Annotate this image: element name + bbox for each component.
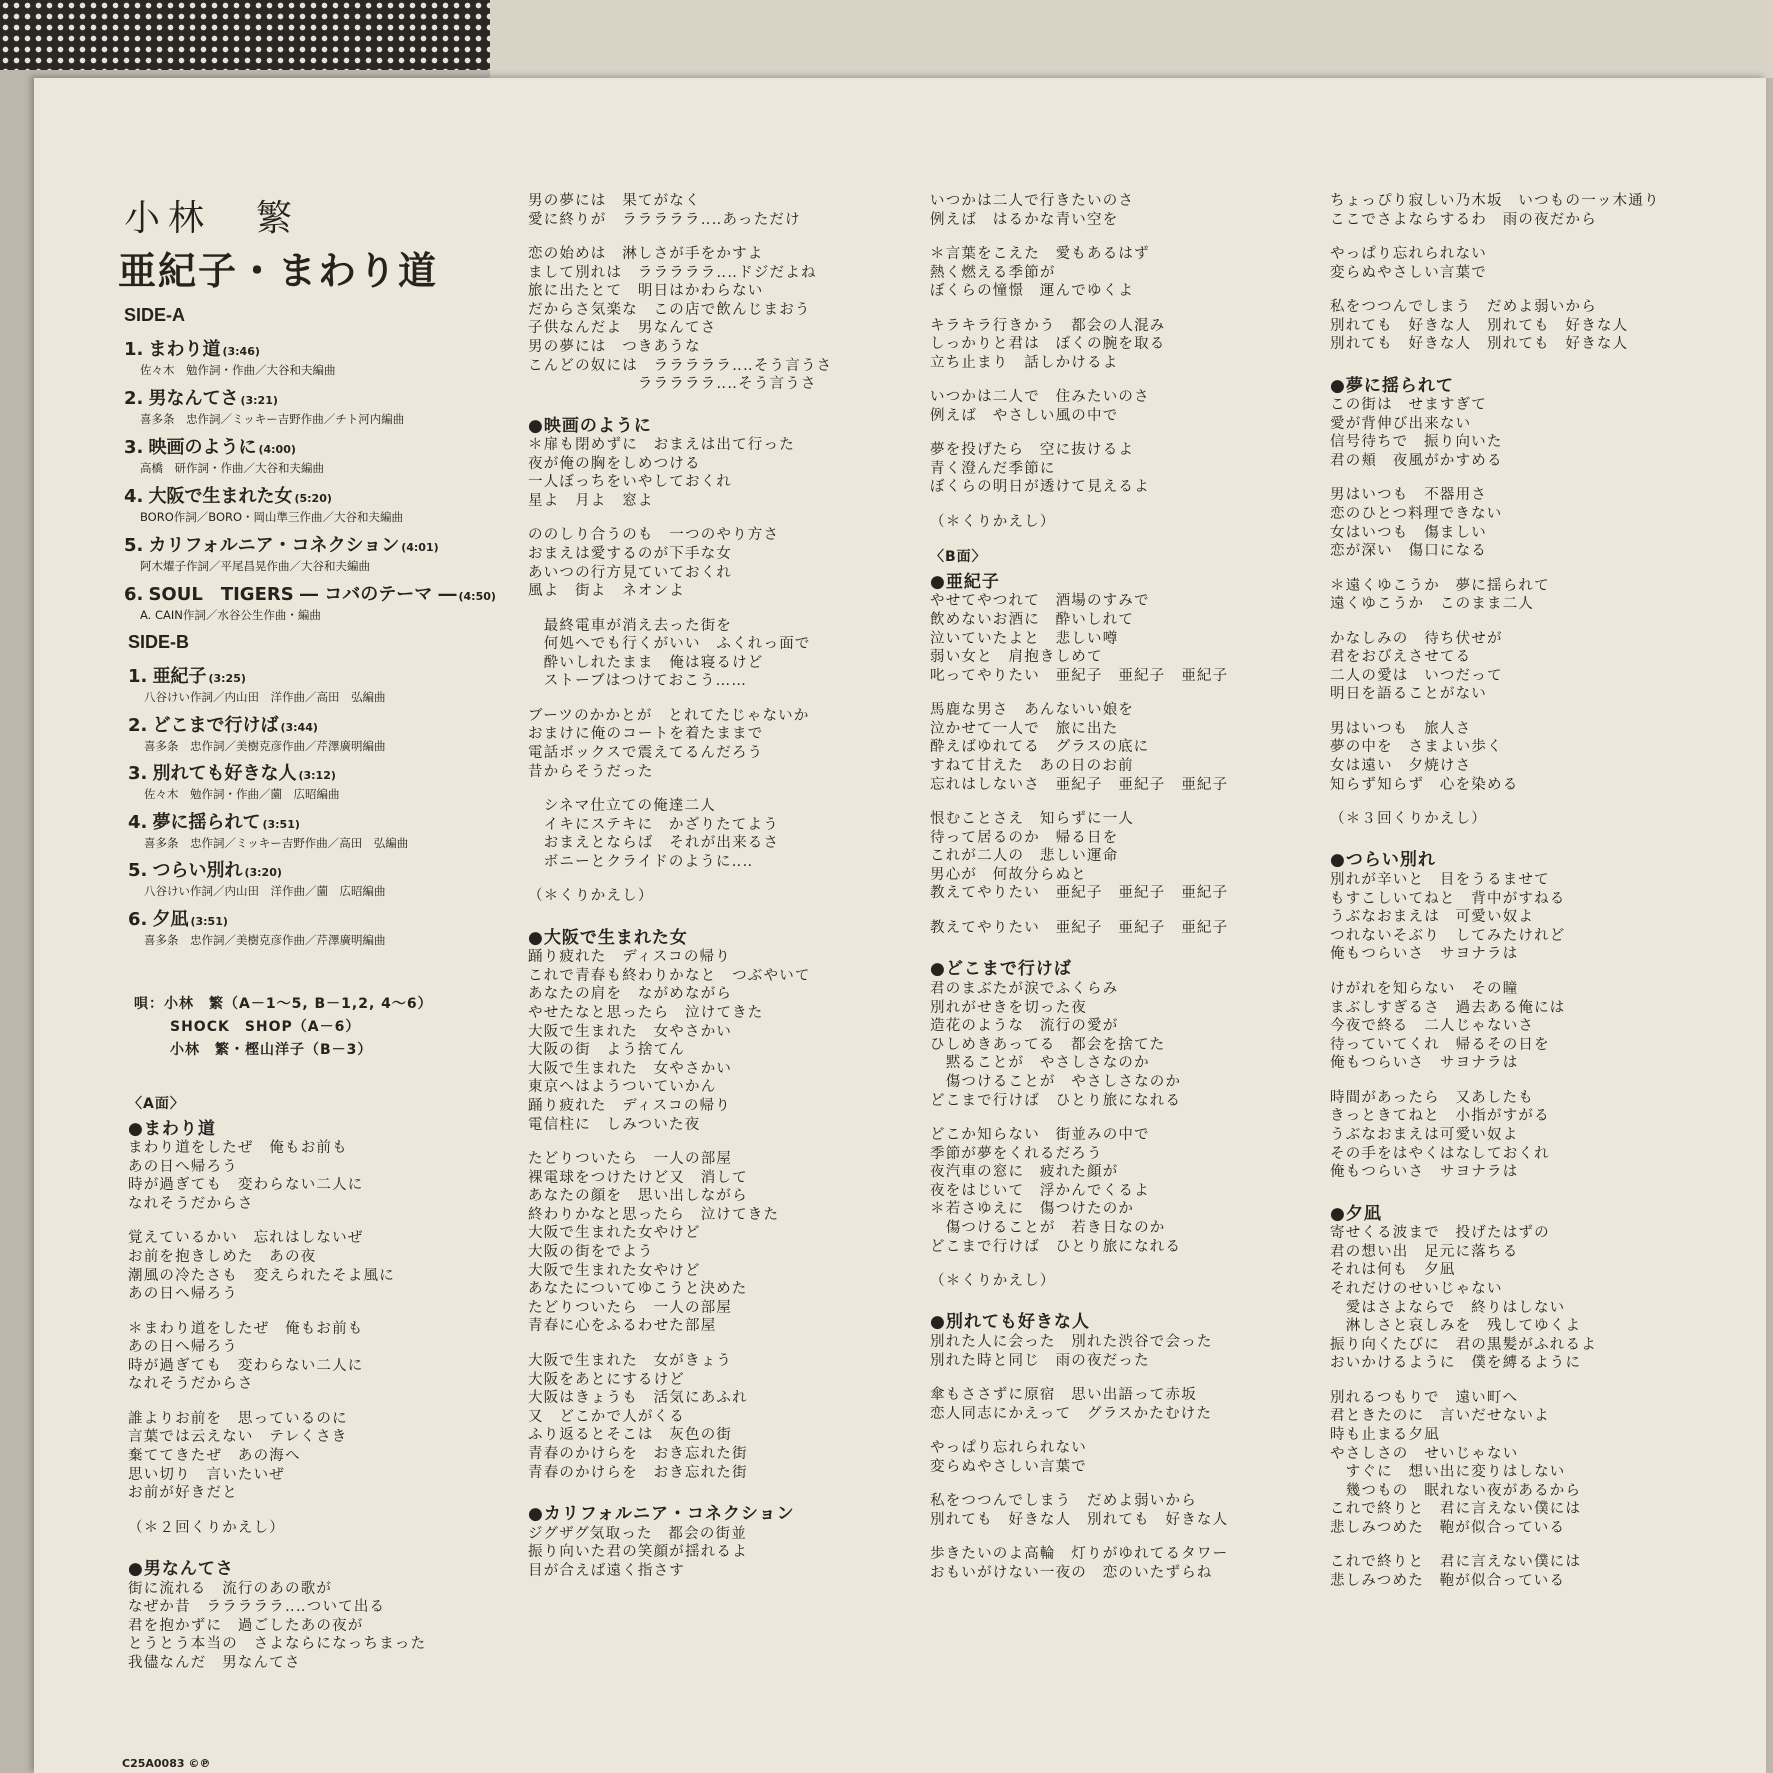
lyric-line: （＊２回くりかえし） [128, 1519, 285, 1536]
lyric-line: 大阪で生まれた女やけど [528, 1262, 701, 1279]
singer-credit-line: 小林 繁・樫山洋子（B－3） [170, 1042, 373, 1058]
track-number: 2. [128, 714, 148, 736]
lyric-line: 大阪で生まれた 女やさかい [528, 1023, 733, 1040]
track-number: 1. [124, 339, 144, 360]
track-duration: (3:46) [222, 345, 260, 358]
lyric-line: ひしめきあってる 都会を捨てた [930, 1036, 1166, 1053]
lyric-line: 青春のかけらを おき忘れた街 [528, 1464, 748, 1481]
track-number: 3. [124, 437, 144, 458]
lyric-line: 恋が深い 傷口になる [1330, 543, 1487, 560]
lyric-line: ぼくらの明日が透けて見えるよ [930, 479, 1150, 496]
lyric-line: 誰よりお前を 思っているのに [128, 1410, 348, 1427]
song-heading: ●夢に揺られて [1330, 375, 1454, 396]
lyric-line: 悲しみつめた 鞄が似合っている [1330, 1519, 1566, 1536]
lyric-line: これで終りと 君に言えない僕には [1330, 1501, 1582, 1518]
lyric-line: 大阪で生まれた 女がきょう [528, 1352, 733, 1369]
track-number: 5. [128, 860, 148, 881]
track-title: 夕凪 [152, 908, 189, 930]
lyric-line: 時間があったら 又あしたも [1330, 1089, 1534, 1106]
lyric-line: 馬鹿な男さ あんないい娘を [930, 702, 1135, 719]
song-heading: ●まわり道 [128, 1118, 216, 1139]
lyric-line: 傷つけることが 若き日なのか [930, 1219, 1166, 1236]
track-credit: 喜多条 忠作詞／美樹克彦作曲／芹澤廣明編曲 [144, 932, 386, 947]
track-title-row [128, 662, 246, 688]
lyric-line: なれそうだからさ [128, 1376, 254, 1393]
lyric-line: 幾つもの 眠れない夜があるから [1330, 1482, 1582, 1499]
lyric-line: 時も止まる夕凪 [1330, 1426, 1440, 1443]
track-duration: (3:51) [190, 914, 228, 928]
dotted-sleeve-pattern [0, 0, 490, 70]
lyric-line: まして別れは ラララララ‥‥ドジだよね [528, 264, 817, 281]
track-number: 2. [124, 388, 144, 409]
lyric-line: いつかは二人で 住みたいのさ [930, 389, 1150, 406]
lyric-line: イキにステキに かざりたてよう [528, 816, 779, 833]
lyric-line: 知らず知らず 心を染める [1330, 776, 1519, 793]
lyric-line: 東京へはようついていかん [528, 1079, 717, 1096]
lyric-line: 歩きたいのよ高輪 灯りがゆれてるタワー [930, 1545, 1229, 1562]
lyric-line: 教えてやりたい 亜紀子 亜紀子 亜紀子 [930, 919, 1229, 936]
lyric-line: おもいがけない一夜の 恋のいたずらね [930, 1564, 1213, 1581]
track-duration: (4:01) [401, 541, 439, 554]
lyric-line: 別れた時と同じ 雨の夜だった [930, 1352, 1150, 1369]
lyric-line: 振り向いた君の笑顔が揺れるよ [528, 1544, 748, 1561]
lyric-line: 待って居るのか 帰る日を [930, 829, 1119, 846]
track-credit: 喜多条 忠作詞／ミッキー吉野作曲／チト河内編曲 [140, 412, 405, 426]
track-title-row [128, 759, 336, 785]
lyric-line: 私をつつんでしまう だめよ弱いから [930, 1492, 1197, 1509]
lyric-line: 男心が 何故分らぬと [930, 866, 1087, 883]
lyric-line: 叱ってやりたい 亜紀子 亜紀子 亜紀子 [930, 667, 1229, 684]
lyric-line: 俺もつらいさ サヨナラは [1330, 1164, 1519, 1181]
lyric-line: （＊くりかえし） [930, 1272, 1056, 1289]
lyric-line: （＊３回くりかえし） [1330, 811, 1487, 828]
track-title-row [124, 482, 332, 508]
track-number: 5. [124, 535, 144, 556]
track-duration: (5:20) [294, 492, 332, 505]
track-duration: (3:44) [280, 720, 318, 734]
lyric-line: ふり返るとそこは 灰色の街 [528, 1427, 733, 1444]
track-title: 別れても好きな人 [152, 763, 297, 784]
lyric-line: 恋人同志にかえって グラスかたむけた [930, 1405, 1213, 1422]
lyric-line: 夢を投げたら 空に抜けるよ [930, 442, 1135, 459]
lyric-line: 恋の始めは 淋しさが手をかすよ [528, 246, 764, 262]
lyric-line: 青春のかけらを おき忘れた街 [528, 1445, 748, 1462]
lyric-line: 恨むことさえ 知らずに一人 [930, 811, 1135, 828]
track-credit: A. CAIN作詞／水谷公生作曲・編曲 [140, 608, 321, 622]
lyric-line: 変らぬやさしい言葉で [930, 1458, 1087, 1475]
lyric-line: 泣かせて一人で 旅に出た [930, 720, 1119, 737]
track-title-row [124, 384, 278, 410]
lyric-line: 明日を語ることがない [1330, 686, 1487, 703]
song-heading: ●別れても好きな人 [930, 1312, 1090, 1333]
lyric-line: つれないそぶり してみたけれど [1330, 927, 1566, 944]
lyric-line: だからさ気楽な この店で飲んじまおう [528, 301, 811, 318]
lyric-line: 旅に出たとて 明日はかわらない [528, 283, 764, 300]
artist-name: 小林 繁 [124, 198, 301, 239]
lyric-line: 男の夢には 果てがなく [528, 193, 701, 209]
track-title-row [124, 433, 296, 459]
lyric-line: やっぱり忘れられない [930, 1439, 1087, 1456]
track-number: 4. [128, 811, 148, 833]
lyric-line: 造花のような 流行の愛が [930, 1018, 1119, 1035]
lyric-line: 別れても 好きな人 別れても 好きな人 [1330, 336, 1629, 353]
lyric-line: 季節が夢をくれるだろう [930, 1145, 1103, 1162]
track-number: 1. [128, 666, 148, 687]
lyric-line: 夜をはじいて 浮かんでくるよ [930, 1182, 1150, 1199]
lyric-line: 思い切り 言いたいぜ [128, 1466, 285, 1483]
lyric-line: 例えば はるかな青い空を [930, 211, 1119, 228]
lyric-line: 踊り疲れた ディスコの帰り [528, 949, 731, 966]
track-duration: (3:20) [244, 866, 282, 879]
lyric-line: 君をおびえさせてる [1330, 649, 1472, 666]
track-credit: 喜多条 忠作詞／美樹克彦作曲／芹澤廣明編曲 [144, 738, 386, 753]
lyric-line: 淋しさと哀しみを 残してゆくよ [1330, 1318, 1582, 1335]
lyric-line: 裸電球をつけたけど又 消して [528, 1169, 748, 1186]
song-heading: ●カリフォルニア・コネクション [528, 1503, 795, 1524]
lyric-line: ＊扉も閉めずに おまえは出て行った [528, 437, 795, 454]
lyric-line: 傷つけることが やさしさなのか [930, 1073, 1182, 1090]
lyric-line: その手をはやくはなしておくれ [1330, 1145, 1550, 1162]
lyric-line: ＊まわり道をしたぜ 俺もお前も [128, 1320, 364, 1337]
lyric-line: どこまで行けば ひとり旅になれる [930, 1238, 1182, 1255]
track-credit: 八谷けい作詞／内山田 洋作曲／薗 広昭編曲 [144, 884, 386, 898]
lyric-line: いつかは二人で行きたいのさ [930, 193, 1135, 209]
lyric-line: ＊若さゆえに 傷つけたのか [930, 1201, 1135, 1218]
track-number: 4. [124, 486, 144, 507]
track-title: 男なんてさ [148, 388, 239, 409]
lyric-line: 俺もつらいさ サヨナラは [1330, 946, 1519, 963]
lyric-line: 忘れはしないさ 亜紀子 亜紀子 亜紀子 [930, 776, 1229, 793]
lyric-line: ボニーとクライドのように‥‥ [528, 853, 754, 870]
lyric-line: あの日へ帰ろう [128, 1286, 238, 1303]
lyric-line: あの日へ帰ろう [128, 1339, 238, 1356]
lyric-line: きっときてねと 小指がすがる [1330, 1108, 1550, 1125]
lyric-line: こんどの奴には ラララララ‥‥そう言うさ [528, 357, 833, 374]
singer-credit-line: 唄：小林 繁（A－1～5, B－1,2, 4～6） [134, 996, 433, 1012]
track-credit: BORO作詞／BORO・岡山準三作曲／大谷和夫編曲 [140, 510, 404, 524]
lyric-line: どこか知らない 街並みの中で [930, 1126, 1150, 1143]
lyric-line: シネマ仕立ての俺達二人 [528, 798, 716, 815]
lyric-line: ストーブはつけておこう…… [528, 673, 748, 690]
lyric-line: あなたの肩を ながめながら [528, 986, 733, 1003]
lyric-line: うぶなおまえは可愛い奴よ [1330, 1126, 1519, 1143]
lyric-line: やさしさの せいじゃない [1330, 1445, 1519, 1462]
lyric-line: お前を抱きしめた あの夜 [128, 1249, 317, 1265]
side-b-label: SIDE-B [128, 632, 190, 652]
lyric-line: 夢の中を さまよい歩く [1330, 739, 1503, 756]
lyric-line: 踊り疲れた ディスコの帰り [528, 1098, 731, 1115]
lyric-line: 遠くゆこうか このまま二人 [1330, 596, 1535, 613]
lyric-line: 夜が俺の胸をしめつける [528, 455, 701, 472]
lyric-line: ラララララ‥‥そう言うさ [528, 376, 817, 393]
track-duration: (3:12) [298, 769, 336, 782]
lyric-line: 風よ 街よ ネオンよ [528, 583, 685, 600]
lyric-line: 私をつつんでしまう だめよ弱いから [1330, 299, 1597, 316]
lyric-line: 変らぬやさしい言葉で [1330, 264, 1487, 281]
lyric-line: （＊くりかえし） [528, 888, 654, 905]
lyric-line: 今夜で終る 二人じゃないさ [1330, 1018, 1535, 1035]
lyric-line: ＊言葉をこえた 愛もあるはず [930, 246, 1150, 262]
lyric-line: 男の夢には つきあうな [528, 339, 701, 355]
lyric-line: 街に流れる 流行のあの歌が [128, 1580, 333, 1597]
lyric-line: ブーツのかかとが とれてたじゃないか [528, 707, 810, 724]
lyric-line: 最終電車が消え去った街を [528, 617, 733, 634]
lyric-line: けがれを知らない その瞳 [1330, 980, 1519, 997]
lyric-line: なぜか昔 ラララララ‥‥ついて出る [128, 1599, 386, 1616]
lyric-line: たどりついたら 一人の部屋 [528, 1299, 733, 1316]
track-credit: 喜多条 忠作詞／ミッキー吉野作曲／高田 弘編曲 [144, 835, 409, 850]
track-title-row [124, 335, 260, 361]
track-credit: 佐々木 勉作詞・作曲／薗 広昭編曲 [144, 787, 340, 801]
lyric-line: あなたの顔を 思い出しながら [528, 1188, 748, 1205]
lyric-line: 大阪で生まれた女やけど [528, 1225, 701, 1242]
lyric-line: 振り向くたびに 君の黒髪がふれるよ [1330, 1336, 1597, 1353]
lyric-line: あなたについてゆこうと決めた [528, 1281, 748, 1298]
lyric-line: かなしみの 待ち伏せが [1330, 630, 1503, 647]
track-title: どこまで行けば [152, 714, 279, 736]
lyric-line: 別れがせきを切った夜 [930, 999, 1087, 1016]
track-title-row [128, 905, 228, 931]
lyric-line: 何処へでも行くがいい ふくれっ面で [528, 636, 811, 653]
lyric-line: やせてやつれて 酒場のすみで [930, 593, 1150, 610]
lyric-line: 大阪の街 よう捨てん [528, 1042, 685, 1059]
lyric-line: 傘もささずに原宿 思い出語って赤坂 [930, 1386, 1197, 1403]
track-duration: (3:21) [240, 394, 278, 407]
lyric-line: 時が過ぎても 変わらない二人に [128, 1177, 364, 1194]
lyric-line: 電信柱に しみついた夜 [528, 1116, 701, 1133]
lyric-line: 悲しみつめた 鞄が似合っている [1330, 1572, 1566, 1589]
lyric-line: ジグザグ気取った 都会の街並 [528, 1525, 747, 1542]
lyric-line: 君のまぶたが涙でふくらみ [930, 980, 1119, 997]
lyric-line: 大阪で生まれた 女やさかい [528, 1060, 733, 1077]
side-a-label: SIDE-A [124, 305, 186, 325]
lyric-line: 別れた人に会った 別れた渋谷で会った [930, 1333, 1213, 1350]
track-number: 6. [128, 908, 148, 930]
lyric-line: 別れるつもりで 遠い町へ [1330, 1389, 1519, 1406]
lyric-line: まぶしすぎるさ 過去ある俺には [1330, 999, 1566, 1016]
lyric-line: 寄せくる波まで 投げたはずの [1330, 1225, 1550, 1242]
lyric-line: とうとう本当の さよならになっちまった [128, 1636, 427, 1653]
track-title-row [128, 856, 282, 882]
track-title: つらい別れ [152, 860, 243, 881]
lyric-line: 星よ 月よ 窓よ [528, 493, 654, 510]
lyric-line: 男はいつも 不器用さ [1330, 487, 1487, 504]
lyric-line: （＊くりかえし） [930, 513, 1056, 530]
track-duration: (4:50) [458, 590, 496, 603]
lyric-line: なれそうだからさ [128, 1196, 254, 1212]
track-title: SOUL TIGERS ― コバのテーマ ― [148, 584, 457, 605]
song-heading: ●男なんてさ [128, 1559, 234, 1580]
album-title: 亜紀子・まわり道 [118, 248, 439, 293]
lyric-line: 昔からそうだった [528, 763, 654, 780]
lyric-line: うぶなおまえは 可愛い奴よ [1330, 909, 1535, 926]
side-heading: 〈B面〉 [930, 549, 987, 566]
lyric-line: 男はいつも 旅人さ [1330, 720, 1472, 737]
lyric-line: これで終りと 君に言えない僕には [1330, 1554, 1582, 1571]
song-heading: ●どこまで行けば [930, 959, 1072, 980]
lyric-line: しっかりと君は ぼくの腕を取る [930, 336, 1166, 353]
lyric-line: 大阪はきょうも 活気にあふれ [528, 1390, 748, 1407]
track-duration: (4:00) [258, 443, 296, 456]
lyric-line: 立ち止まり 話しかけるよ [930, 354, 1119, 371]
lyric-line: おまけに俺のコートを着たままで [528, 726, 764, 743]
lyric-line: 別れても 好きな人 別れても 好きな人 [930, 1511, 1229, 1528]
lyric-line: あの日へ帰ろう [128, 1158, 238, 1175]
track-credit: 阿木燿子作詞／平尾昌晃作曲／大谷和夫編曲 [140, 559, 370, 573]
track-title: 大阪で生まれた女 [148, 486, 293, 507]
lyric-line: どこまで行けば ひとり旅になれる [930, 1092, 1182, 1109]
song-heading: ●夕凪 [1330, 1203, 1382, 1224]
lyric-line: おまえとならば それが出来るさ [528, 835, 780, 852]
track-title-row [124, 580, 496, 606]
lyric-line: 飲めないお酒に 酔いしれて [930, 612, 1135, 629]
track-number: 3. [128, 763, 148, 784]
track-duration: (3:51) [262, 817, 300, 831]
lyric-line: 大阪の街をでよう [528, 1244, 654, 1261]
track-title-row [128, 808, 300, 834]
lyric-line: 夜汽車の窓に 疲れた顔が [930, 1164, 1119, 1181]
lyric-line: 女は遠い 夕焼けさ [1330, 758, 1472, 775]
track-title: 亜紀子 [152, 666, 207, 687]
lyric-line: これが二人の 悲しい運命 [930, 848, 1119, 865]
lyric-line: もすこしいてねと 背中がすねる [1330, 890, 1566, 907]
lyric-line: 一人ぼっちをいやしておくれ [528, 474, 733, 491]
lyric-line: 棄ててきたぜ あの海へ [128, 1448, 301, 1465]
lyric-line: すぐに 想い出に変りはしない [1330, 1464, 1566, 1481]
song-heading: ●つらい別れ [1330, 850, 1436, 871]
lyric-line: 覚えているかい 忘れはしないぜ [128, 1230, 364, 1247]
lyric-line: 青春に心をふるわせた部屋 [528, 1318, 717, 1335]
lyric-line: 愛はさよならで 終りはしない [1330, 1299, 1566, 1316]
track-title: まわり道 [148, 339, 221, 360]
lyric-line: キラキラ行きかう 都会の人混み [930, 317, 1166, 334]
lyric-line: すねて甘えた あの日のお前 [930, 758, 1134, 775]
track-number: 6. [124, 584, 144, 605]
singer-credit-line: SHOCK SHOP（A－6） [170, 1019, 361, 1035]
lyric-line: 別れが辛いと 目をうるませて [1330, 872, 1550, 889]
lyric-line: 終わりかなと思ったら 泣けてきた [528, 1206, 780, 1223]
lyric-line: ぼくらの憧憬 運んでゆくよ [930, 283, 1135, 300]
lyric-line: 目が合えば遠く指さす [528, 1562, 685, 1579]
lyric-line: 酔いしれたまま 俺は寝るけど [528, 654, 764, 671]
lyric-line: 青く澄んだ季節に [930, 460, 1056, 477]
lyric-line: 二人の愛は いつだって [1330, 667, 1503, 684]
lyric-line: これで青春も終わりかなと つぶやいて [528, 967, 811, 984]
track-title-row [128, 711, 318, 737]
lyric-line: 又 どこかで人がくる [528, 1408, 685, 1425]
lyric-line: ちょっぴり寂しい乃木坂 いつもの一ッ木通り [1330, 193, 1660, 209]
song-heading: ●亜紀子 [930, 571, 1000, 592]
lyric-line: おまえは愛するのが下手な女 [528, 546, 733, 563]
lyric-line: それだけのせいじゃない [1330, 1280, 1503, 1297]
lyric-line: ののしり合うのも 一つのやり方さ [528, 527, 780, 544]
lyric-line: 恋のひとつ料理できない [1330, 506, 1503, 523]
lyric-line: まわり道をしたぜ 俺もお前も [128, 1140, 348, 1157]
lyric-line: たどりついたら 一人の部屋 [528, 1151, 733, 1168]
track-duration: (3:25) [208, 672, 246, 685]
lyric-line: この街は せますぎて [1330, 397, 1487, 414]
lyric-line: 言葉では云えない テレくさき [128, 1429, 348, 1446]
lyric-line: やせたなと思ったら 泣けてきた [528, 1005, 764, 1022]
lyric-line: ここでさよならするわ 雨の夜だから [1330, 211, 1597, 228]
lyric-line: 大阪をあとにするけど [528, 1371, 685, 1388]
lyric-line: 愛に終りが ラララララ‥‥あっただけ [528, 211, 801, 228]
song-heading: ●大阪で生まれた女 [528, 927, 688, 948]
lyric-line: 電話ボックスで震えてるんだろう [528, 745, 764, 762]
lyric-line: 教えてやりたい 亜紀子 亜紀子 亜紀子 [930, 885, 1229, 902]
lyric-line: 時が過ぎても 変わらない二人に [128, 1357, 364, 1374]
lyric-line: それは何も 夕凪 [1330, 1262, 1456, 1279]
lyric-line: 別れても 好きな人 別れても 好きな人 [1330, 317, 1629, 334]
lyric-line: 弱い女と 肩抱きしめて [930, 649, 1103, 666]
track-credit: 佐々木 勉作詞・作曲／大谷和夫編曲 [140, 363, 336, 377]
track-title: 夢に揺られて [152, 811, 261, 833]
song-heading: ●映画のように [528, 415, 652, 436]
lyric-line: 君の頬 夜風がかすめる [1330, 453, 1503, 470]
lyric-line: 酔えばゆれてる グラスの底に [930, 739, 1150, 756]
lyric-line: おいかけるように 僕を縛るように [1330, 1355, 1582, 1372]
side-heading: 〈A面〉 [128, 1096, 185, 1112]
lyric-line: 黙ることが やさしさなのか [930, 1055, 1150, 1072]
lyric-line: 子供なんだよ 男なんてさ [528, 320, 717, 337]
lyric-line: 熱く燃える季節が [930, 264, 1056, 281]
lyric-line: 例えば やさしい風の中で [930, 407, 1119, 424]
lyric-line: ＊遠くゆこうか 夢に揺られて [1330, 577, 1550, 594]
track-title: 映画のように [148, 437, 257, 458]
track-credit: 八谷けい作詞／内山田 洋作曲／高田 弘編曲 [144, 690, 386, 704]
track-credit: 高橋 研作詞・作曲／大谷和夫編曲 [140, 461, 324, 475]
lyric-line: 女はいつも 傷ましい [1330, 524, 1487, 541]
lyric-line: お前が好きだと [128, 1485, 238, 1502]
lyric-line: 信号待ちで 振り向いた [1330, 434, 1503, 451]
lyric-line: やっぱり忘れられない [1330, 246, 1487, 262]
lyric-line: 俺もつらいさ サヨナラは [1330, 1055, 1519, 1072]
record-sleeve-back [490, 0, 1773, 78]
lyric-line: 君を抱かずに 過ごしたあの夜が [128, 1617, 364, 1634]
lyric-line: 我儘なんだ 男なんてさ [128, 1655, 301, 1672]
track-title-row [124, 531, 439, 557]
lyric-line: 愛が背伸び出来ない [1330, 415, 1472, 432]
lyric-line: 泣いていたよと 悲しい噂 [930, 630, 1119, 647]
catalog-number: C25A0083 ©℗ [122, 1757, 211, 1770]
lyric-line: 君の想い出 足元に落ちる [1330, 1243, 1519, 1260]
lyric-line: 潮風の冷たさも 変えられたそよ風に [128, 1267, 395, 1284]
lyric-line: あいつの行方見ていておくれ [528, 564, 733, 581]
lyric-line: 待っていてくれ 帰るその日を [1330, 1036, 1550, 1053]
lyric-line: 君ときたのに 言いだせないよ [1330, 1408, 1550, 1425]
track-title: カリフォルニア・コネクション [148, 535, 400, 556]
